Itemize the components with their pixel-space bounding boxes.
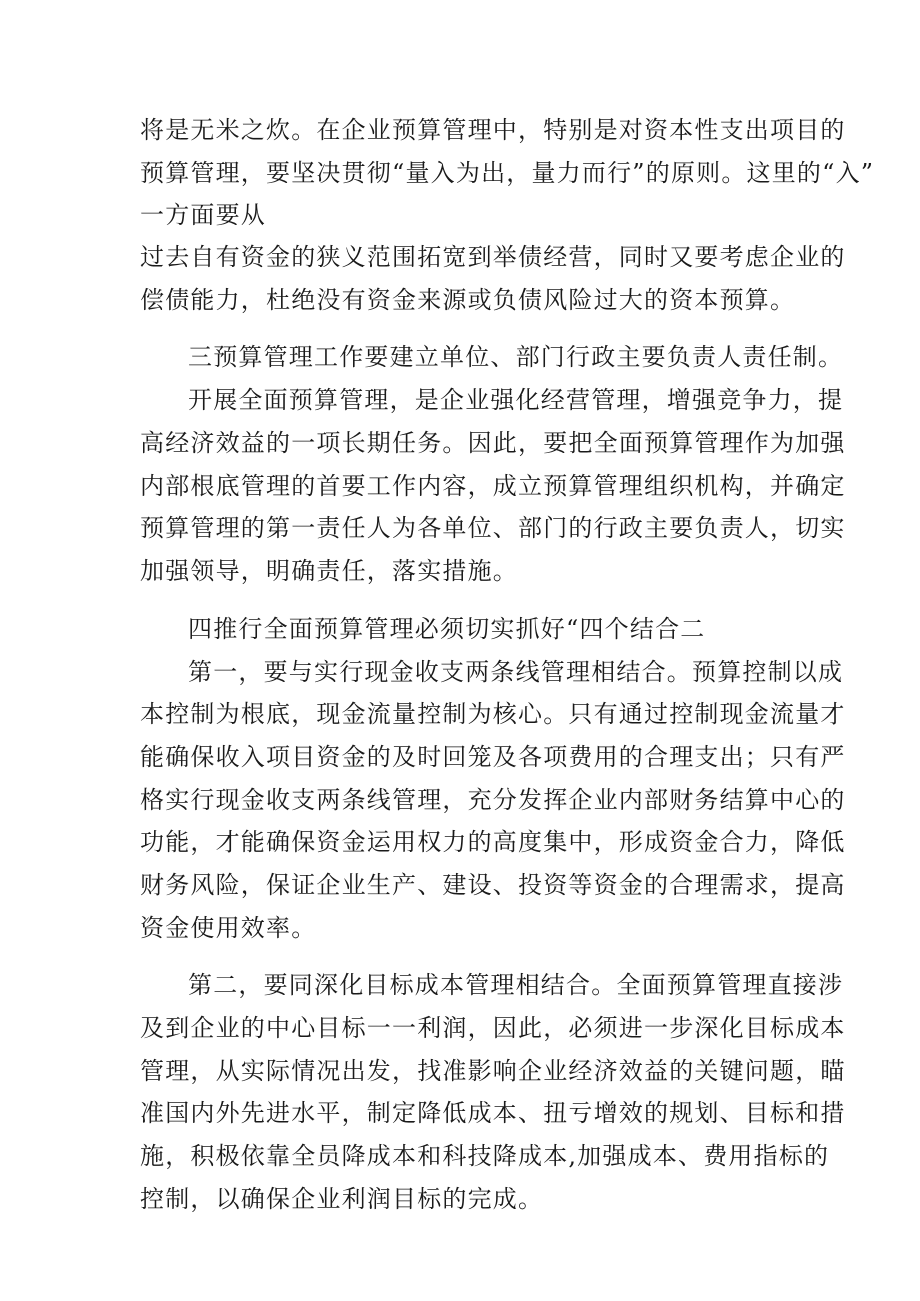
text-line: 将是无米之炊。在企业预算管理中，特别是对资本性支出项目的 (140, 116, 846, 144)
text-line: 施，积极依靠全员降成本和科技降成本,加强成本、费用指标的 (140, 1142, 830, 1170)
text-line: 准国内外先进水平，制定降低成本、扭亏增效的规划、目标和措 (140, 1099, 846, 1127)
text-line: 偿债能力，杜绝没有资金来源或负债风险过大的资本预算。 (140, 286, 796, 314)
text-line: 第二，要同深化目标成本管理相结合。全面预算管理直接涉 (188, 971, 844, 999)
text-line: 资金使用效率。 (140, 914, 317, 942)
text-line: 预算管理的第一责任人为各单位、部门的行政主要负责人，切实 (140, 514, 846, 542)
text-line: 预算管理，要坚决贯彻“量入为出，量力而行”的原则。这里的“入” (140, 159, 875, 187)
text-line: 内部根底管理的首要工作内容，成立预算管理组织机构，并确定 (140, 472, 846, 500)
text-line: 开展全面预算管理，是企业强化经营管理，增强竞争力，提 (188, 386, 844, 414)
text-line: 加强领导，明确责任，落实措施。 (140, 557, 518, 585)
text-line: 能确保收入项目资金的及时回笼及各项费用的合理支出；只有严 (140, 743, 846, 771)
text-line: 及到企业的中心目标一一利润，因此，必须进一步深化目标成本 (140, 1014, 846, 1042)
text-line: 功能，才能确保资金运用权力的高度集中，形成资金合力，降低 (140, 828, 846, 856)
text-line: 一方面要从 (140, 201, 266, 229)
text-line: 财务风险，保证企业生产、建设、投资等资金的合理需求，提高 (140, 871, 846, 899)
text-line: 第一，要与实行现金收支两条线管理相结合。预算控制以成 (188, 658, 844, 686)
text-line: 管理，从实际情况出发，找准影响企业经济效益的关键问题，瞄 (140, 1057, 846, 1085)
text-line: 格实行现金收支两条线管理，充分发挥企业内部财务结算中心的 (140, 786, 846, 814)
section-heading: 四推行全面预算管理必须切实抓好“四个结合二 (188, 615, 706, 643)
text-line: 过去自有资金的狭义范围拓宽到举债经营，同时又要考虑企业的 (140, 243, 846, 271)
section-heading: 三预算管理工作要建立单位、部门行政主要负责人责任制。 (188, 343, 844, 371)
text-line: 控制，以确保企业利润目标的完成。 (140, 1185, 544, 1213)
text-line: 高经济效益的一项长期任务。因此，要把全面预算管理作为加强 (140, 429, 846, 457)
text-line: 本控制为根底，现金流量控制为核心。只有通过控制现金流量才 (140, 700, 846, 728)
